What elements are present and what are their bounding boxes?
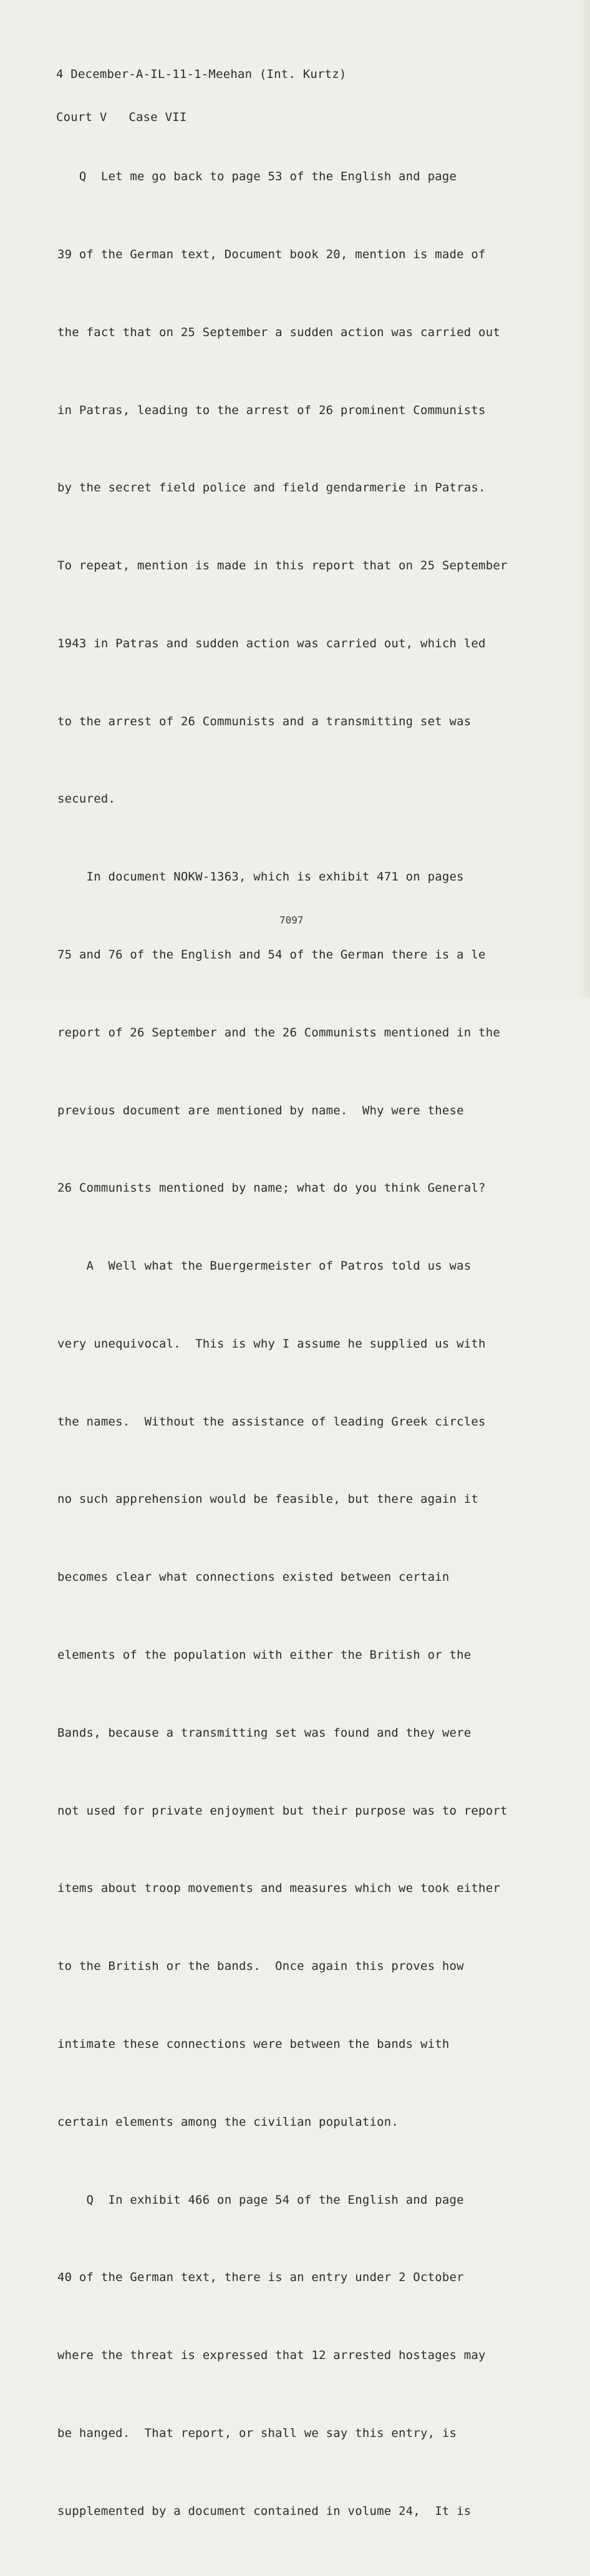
text-line: to the British or the bands. Once again this proves how xyxy=(57,1959,464,1974)
text-line: supplemented by a document contained in volume 24, It is xyxy=(57,2504,472,2518)
text-line: no such apprehension would be feasible, but there again it xyxy=(57,1492,479,1507)
text-line: secured. xyxy=(57,792,116,806)
page-edge xyxy=(579,0,590,998)
text-line: report of 26 September and the 26 Communists mentioned in the xyxy=(57,1025,500,1040)
text-line: A Well what the Buergermeister of Patros told us was xyxy=(57,1259,472,1273)
text-line: To repeat, mention is made in this report that on 25 September xyxy=(57,559,508,573)
text-line: in Patras, leading to the arrest of 26 prominent Communists xyxy=(57,403,486,417)
text-line: items about troop movements and measures which we took either xyxy=(57,1881,500,1896)
text-line: elements of the population with either the British or the xyxy=(57,1648,472,1662)
text-line: very unequivocal. This is why I assume he supplied us with xyxy=(57,1336,486,1351)
text-line: becomes clear what connections existed between certain xyxy=(57,1570,450,1585)
header-line-2: Court V Case VII xyxy=(56,110,187,124)
text-line: 40 of the German text, there is an entry under 2 October xyxy=(57,2270,464,2285)
text-line: be hanged. That report, or shall we say this entry, is xyxy=(57,2426,457,2440)
text-line: 1943 in Patras and sudden action was carried out, which led xyxy=(57,636,486,650)
text-line: the fact that on 25 September a sudden action was carried out xyxy=(57,325,500,339)
text-line: the names. Without the assistance of leading Greek circles xyxy=(57,1414,486,1429)
text-line: intimate these connections were between the bands with xyxy=(57,2037,450,2051)
text-line: to the arrest of 26 Communists and a transmitting set was xyxy=(57,714,472,728)
text-line: Q In exhibit 466 on page 54 of the English and page xyxy=(57,2192,464,2207)
text-line: not used for private enjoyment but their purpose was to report xyxy=(57,1803,508,1818)
text-line: previous document are mentioned by name. Why were these xyxy=(57,1103,464,1117)
text-line: Q Let me go back to page 53 of the English and page xyxy=(57,170,457,184)
page-number: 7097 xyxy=(279,914,304,926)
text-line: Bands, because a transmitting set was found and they were xyxy=(57,1725,472,1740)
text-line: 39 of the German text, Document book 20, mention is made of xyxy=(57,247,486,261)
header-line-1: 4 December-A-IL-11-1-Meehan (Int. Kurtz) xyxy=(56,67,347,81)
text-line: where the threat is expressed that 12 arrested hostages may xyxy=(57,2348,486,2363)
transcript-body xyxy=(57,112,508,2576)
text-line: In document NOKW-1363, which is exhibit 471 on pages xyxy=(57,870,464,884)
text-line: certain elements among the civilian population. xyxy=(57,2115,399,2129)
text-line: by the secret field police and field gendarmerie in Patras. xyxy=(57,481,486,495)
text-line: 75 and 76 of the English and 54 of the German there is a le xyxy=(57,948,486,962)
text-line: 26 Communists mentioned by name; what do you think General? xyxy=(57,1181,486,1195)
